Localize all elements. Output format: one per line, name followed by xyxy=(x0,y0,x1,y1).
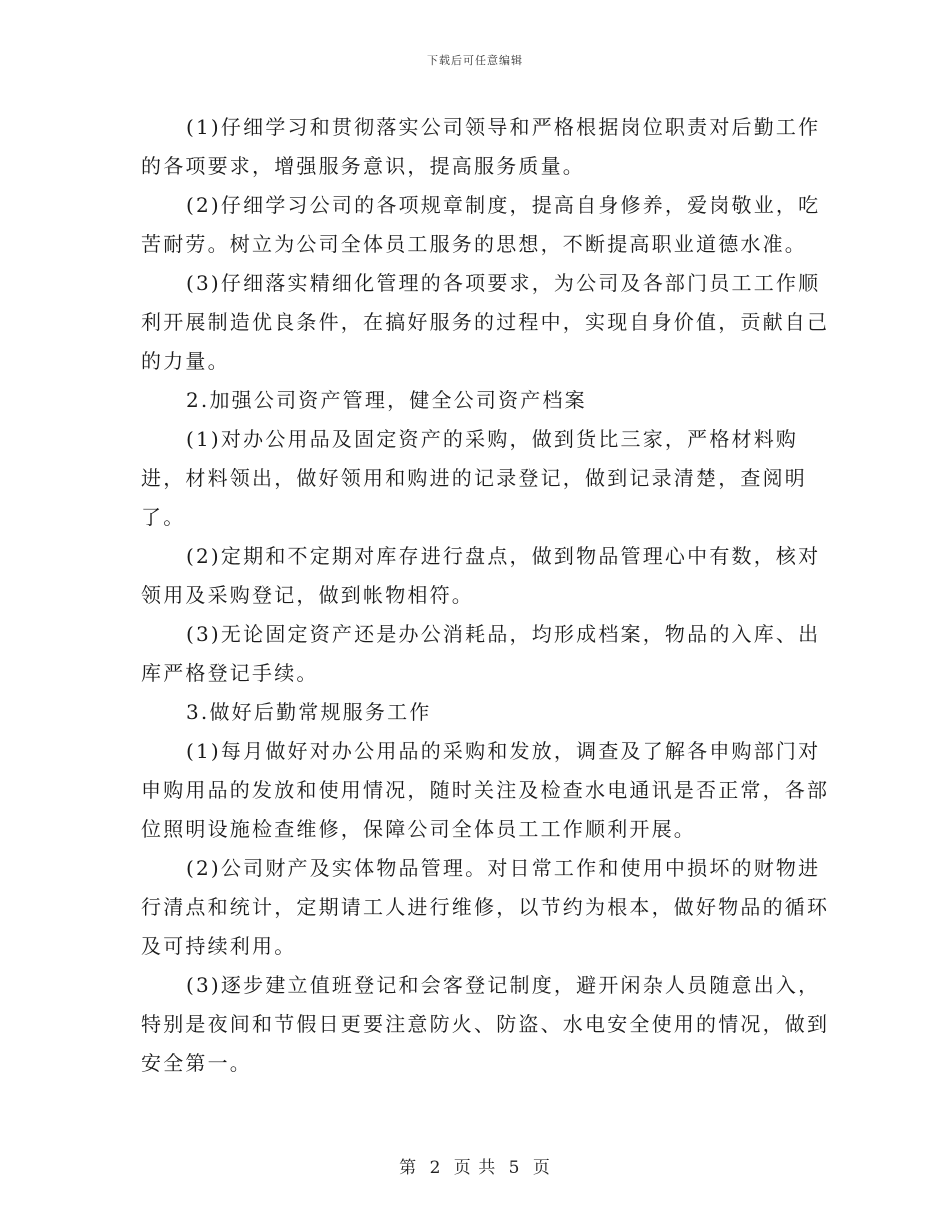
section-heading: 3.做好后勤常规服务工作 xyxy=(186,700,432,724)
paragraph: (2)公司财产及实体物品管理。对日常工作和使用中损坏的财物进行清点和统计，定期请工人进行维修，以节约为根本，做好物品的循环及可持续利用。 xyxy=(141,856,830,958)
paragraph: (1)对办公用品及固定资产的采购，做到货比三家，严格材料购进，材料领出，做好领用和购进的记录登记，做到记录清楚，查阅明了。 xyxy=(141,427,807,529)
paragraph: (3)逐步建立值班登记和会客登记制度，避开闲杂人员随意出入，特别是夜间和节假日更要注意防火、防盗、水电安全使用的情况，做到安全第一。 xyxy=(141,973,830,1075)
paragraph: (3)仔细落实精细化管理的各项要求，为公司及各部门员工工作顺利开展制造优良条件，在搞好服务的过程中，实现自身价值，贡献自己的力量。 xyxy=(141,271,830,373)
paragraph: (3)无论固定资产还是办公消耗品，均形成档案，物品的入库、出库严格登记手续。 xyxy=(141,622,821,685)
paragraph: (1)每月做好对办公用品的采购和发放，调查及了解各申购部门对申购用品的发放和使用情况，随时关注及检查水电通讯是否正常，各部位照明设施检查维修，保障公司全体员工工作顺利开展。 xyxy=(141,739,830,841)
footer-middle: 页 共 xyxy=(453,1158,497,1178)
footer-prefix: 第 xyxy=(399,1158,418,1178)
document-body xyxy=(141,108,831,1083)
footer-page-number: 2 xyxy=(429,1158,442,1178)
paragraph: (2)仔细学习公司的各项规章制度，提高自身修养，爱岗敬业，吃苦耐劳。树立为公司全体员工服务的思想，不断提高职业道德水准。 xyxy=(141,193,821,256)
paragraph: (2)定期和不定期对库存进行盘点，做到物品管理心中有数，核对领用及采购登记，做到帐物相符。 xyxy=(141,544,821,607)
section-heading: 2.加强公司资产管理，健全公司资产档案 xyxy=(186,388,587,412)
page-header: 下载后可任意编辑 xyxy=(427,54,523,67)
paragraph: (1)仔细学习和贯彻落实公司领导和严格根据岗位职责对后勤工作的各项要求，增强服务意识，提高服务质量。 xyxy=(141,115,821,178)
footer-total-pages: 5 xyxy=(508,1158,521,1178)
page-footer xyxy=(0,1153,950,1178)
footer-suffix: 页 xyxy=(532,1158,551,1178)
